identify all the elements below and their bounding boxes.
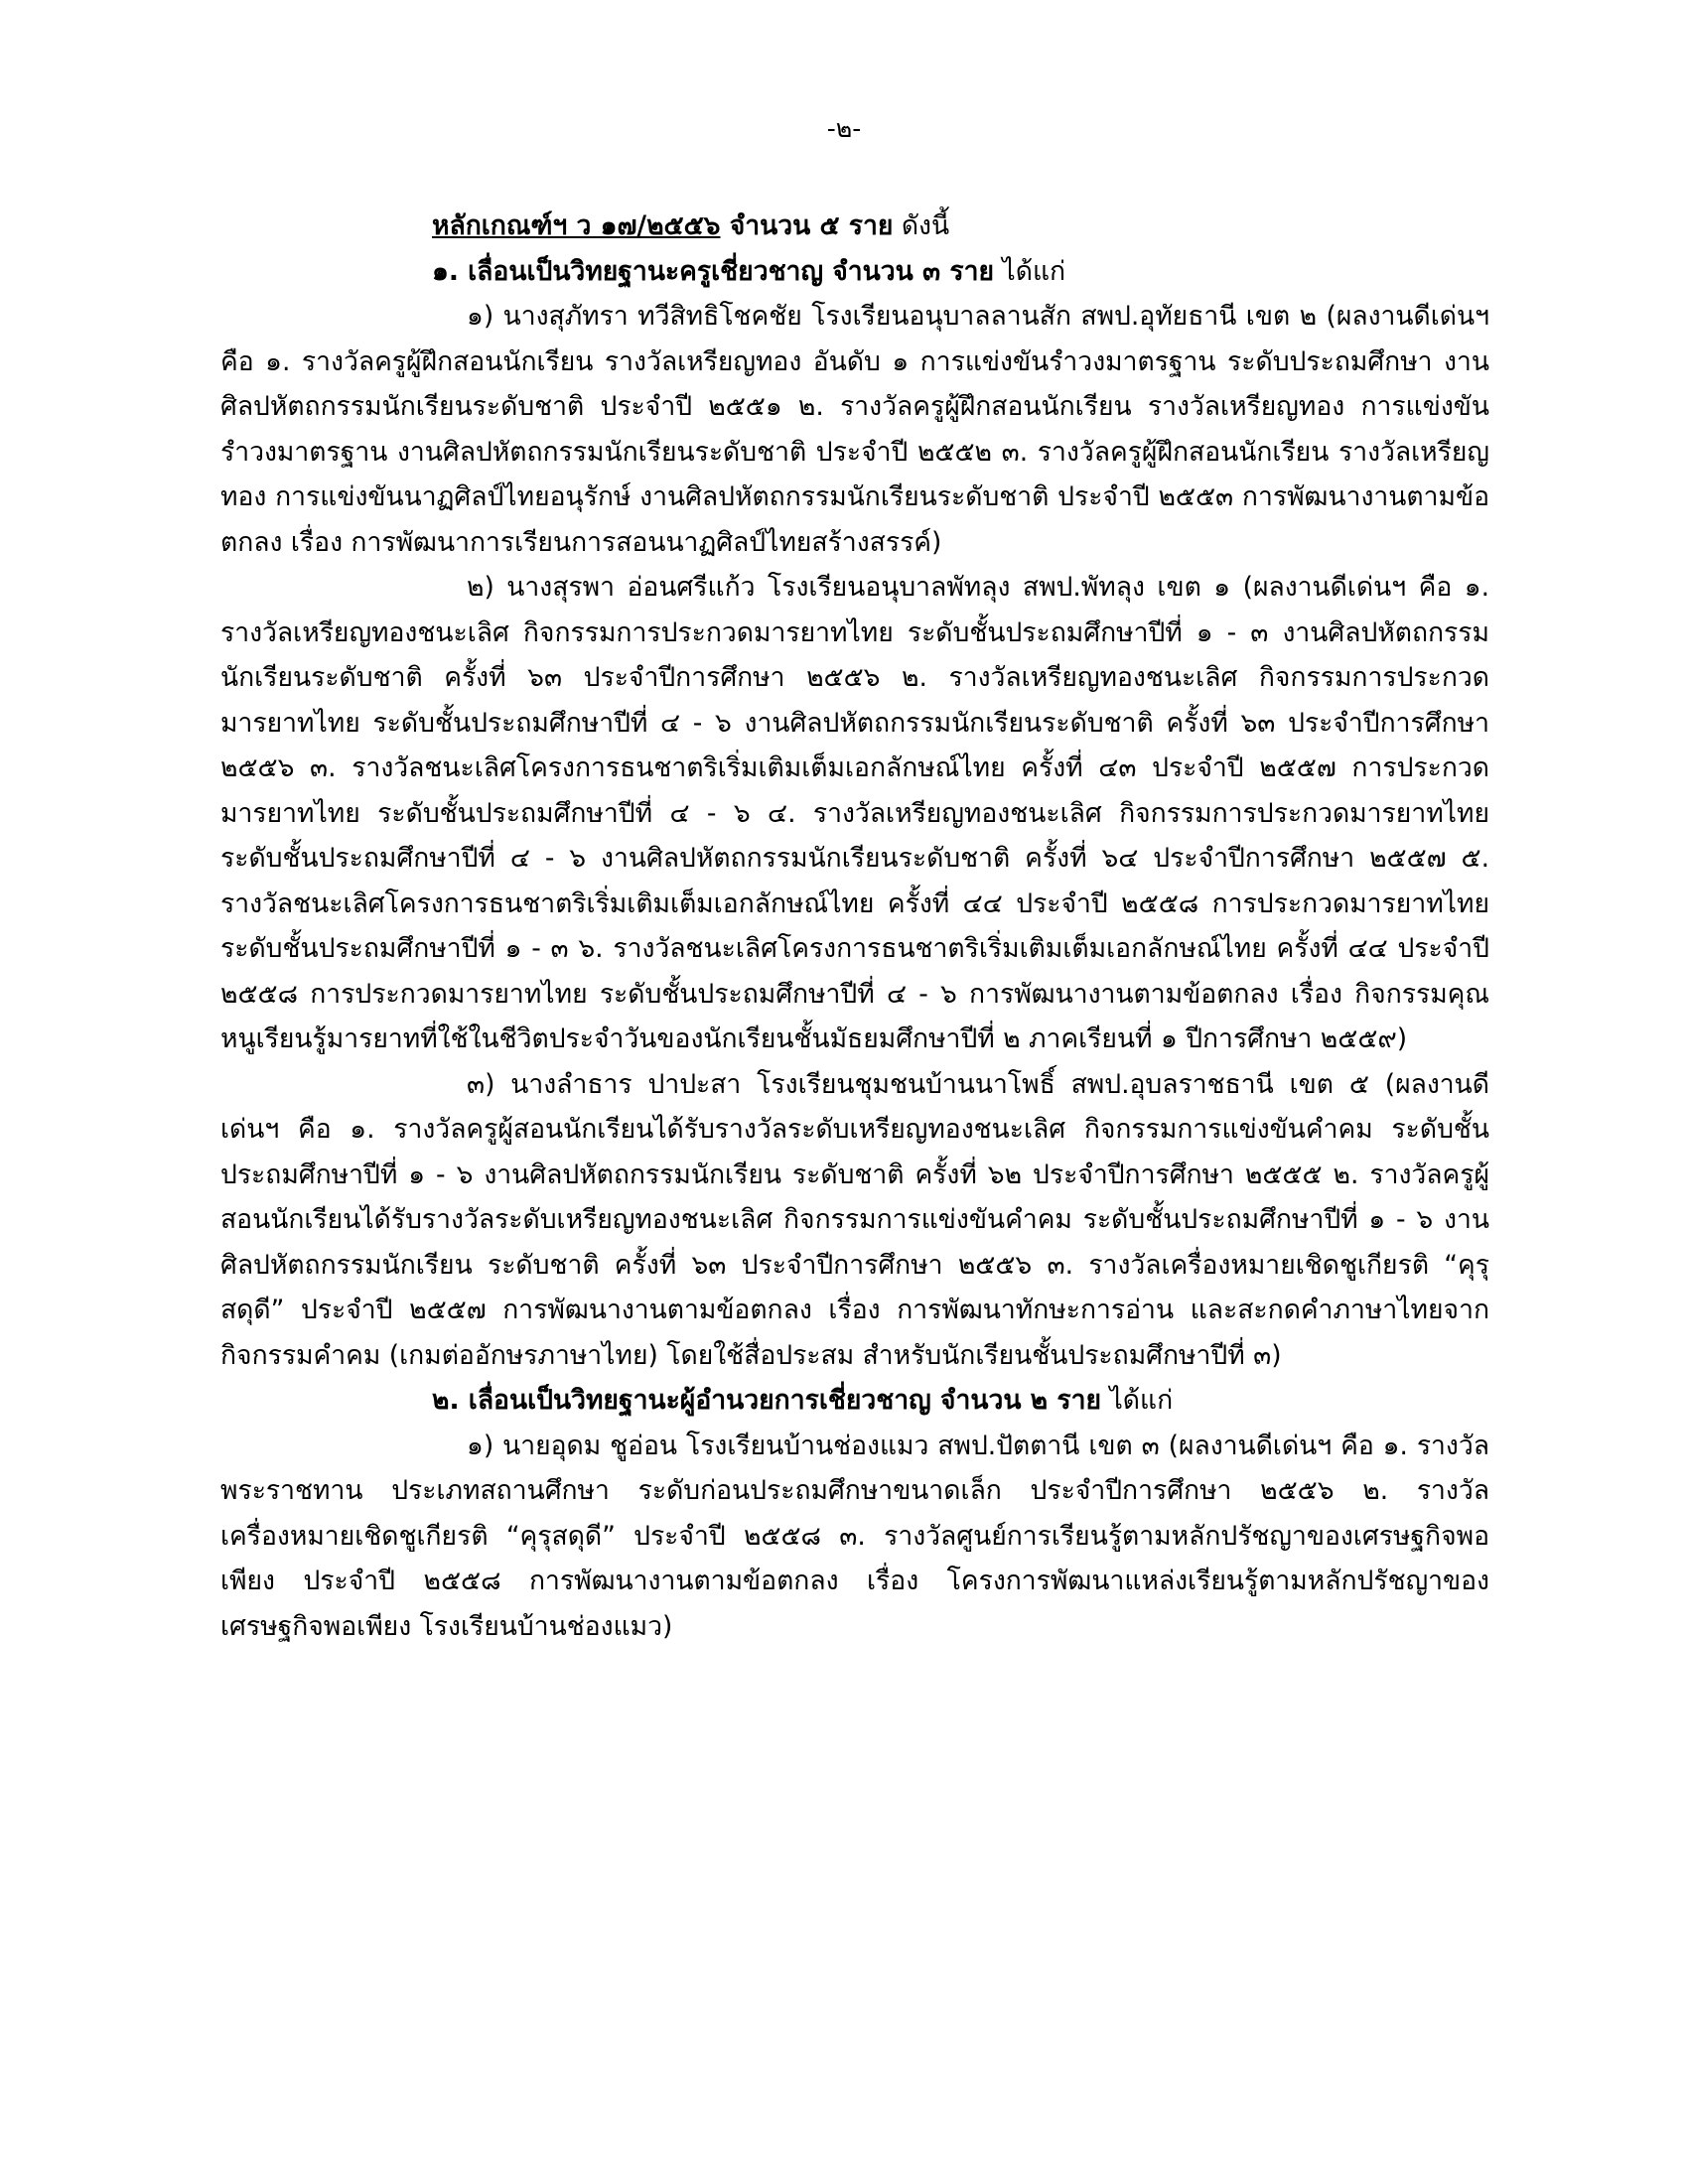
criteria-heading-underlined: หลักเกณฑ์ฯ ว ๑๗/๒๕๕๖ xyxy=(432,210,721,241)
section1-heading xyxy=(432,249,1489,295)
section1-item-2: ๒) นางสุรพา อ่อนศรีแก้ว โรงเรียนอนุบาลพัทลุง สพป.พัทลุง เขต ๑ (ผลงานดีเด่นฯ คือ ๑. รางวัลเหรียญทองชนะเลิศ กิจกรรมการประกวดมารยาทไทย ระดับชั้นประถมศึกษาปีที่ ๑ - ๓ งานศิลปหัตถกรรมนักเรียนระดับชาติ ครั้งที่ ๖๓ ประจำปีการศึกษา ๒๕๕๖ ๒. รางวัลเหรียญทองชนะเลิศ กิจกรรมการประกวดมารยาทไทย ระดับชั้นประถมศึกษาปีที่ ๔ - ๖ งานศิลปหัตถกรรมนักเรียนระดับชาติ ครั้งที่ ๖๓ ประจำปีการศึกษา ๒๕๕๖ ๓. รางวัลชนะเลิศโครงการธนชาตริเริ่มเติมเต็มเอกลักษณ์ไทย ครั้งที่ ๔๓ ประจำปี ๒๕๕๗ การประกวดมารยาทไทย ระดับชั้นประถมศึกษาปีที่ ๔ - ๖ ๔. รางวัลเหรียญทองชนะเลิศ กิจกรรมการประกวดมารยาทไทย ระดับชั้นประถมศึกษาปีที่ ๔ - ๖ งานศิลปหัตถกรรมนักเรียนระดับชาติ ครั้งที่ ๖๔ ประจำปีการศึกษา ๒๕๕๗ ๕. รางวัลชนะเลิศโครงการธนชาตริเริ่มเติมเต็มเอกลักษณ์ไทย ครั้งที่ ๔๔ ประจำปี ๒๕๕๘ การประกวดมารยาทไทย ระดับชั้นประถมศึกษาปีที่ ๑ - ๓ ๖. รางวัลชนะเลิศโครงการธนชาตริเริ่มเติมเต็มเอกลักษณ์ไทย ครั้งที่ ๔๔ ประจำปี ๒๕๕๘ การประกวดมารยาทไทย ระดับชั้นประถมศึกษาปีที่ ๔ - ๖ การพัฒนางานตามข้อตกลง เรื่อง กิจกรรมคุณหนูเรียนรู้มารยาทที่ใช้ในชีวิตประจำวันของนักเรียนชั้นมัธยมศึกษาปีที่ ๒ ภาคเรียนที่ ๑ ปีการศึกษา ๒๕๕๙) xyxy=(220,572,1489,1054)
section1-heading-text: ๑. เลื่อนเป็นวิทยฐานะครูเชี่ยวชาญ จำนวน ๓ ราย xyxy=(432,255,994,287)
section1-item-3: ๓) นางลำธาร ปาปะสา โรงเรียนชุมชนบ้านนาโพธิ์ สพป.อุบลราชธานี เขต ๕ (ผลงานดีเด่นฯ คือ ๑. รางวัลครูผู้สอนนักเรียนได้รับรางวัลระดับเหรียญทองชนะเลิศ กิจกรรมการแข่งขันคำคม ระดับชั้นประถมศึกษาปีที่ ๑ - ๖ งานศิลปหัตถกรรมนักเรียน ระดับชาติ ครั้งที่ ๖๒ ประจำปีการศึกษา ๒๕๕๕ ๒. รางวัลครูผู้สอนนักเรียนได้รับรางวัลระดับเหรียญทองชนะเลิศ กิจกรรมการแข่งขันคำคม ระดับชั้นประถมศึกษาปีที่ ๑ - ๖ งานศิลปหัตถกรรมนักเรียน ระดับชาติ ครั้งที่ ๖๓ ประจำปีการศึกษา ๒๕๕๖ ๓. รางวัลเครื่องหมายเชิดชูเกียรติ “คุรุสดุดี” ประจำปี ๒๕๕๗ การพัฒนางานตามข้อตกลง เรื่อง การพัฒนาทักษะการอ่าน และสะกดคำภาษาไทยจากกิจกรรมคำคม (เกมต่ออักษรภาษาไทย) โดยใช้สื่อประสม สำหรับนักเรียนชั้นประถมศึกษาปีที่ ๓) xyxy=(220,1068,1489,1371)
section2-heading-rest: ได้แก่ xyxy=(1101,1385,1174,1416)
section2-item-1: ๑) นายอุดม ชูอ่อน โรงเรียนบ้านช่องแมว สพป.ปัตตานี เขต ๓ (ผลงานดีเด่นฯ คือ ๑. รางวัลพระราชทาน ประเภทสถานศึกษา ระดับก่อนประถมศึกษาขนาดเล็ก ประจำปีการศึกษา ๒๕๕๖ ๒. รางวัลเครื่องหมายเชิดชูเกียรติ “คุรุสดุดี” ประจำปี ๒๕๕๘ ๓. รางวัลศูนย์การเรียนรู้ตามหลักปรัชญาของเศรษฐกิจพอเพียง ประจำปี ๒๕๕๘ การพัฒนางานตามข้อตกลง เรื่อง โครงการพัฒนาแหล่งเรียนรู้ตามหลักปรัชญาของเศรษฐกิจพอเพียง โรงเรียนบ้านช่องแมว) xyxy=(220,1430,1489,1642)
section1-item-1: ๑) นางสุภัทรา ทวีสิทธิโชคชัย โรงเรียนอนุบาลลานสัก สพป.อุทัยธานี เขต ๒ (ผลงานดีเด่นฯ คือ ๑. รางวัลครูผู้ฝึกสอนนักเรียน รางวัลเหรียญทอง อันดับ ๑ การแข่งขันรำวงมาตรฐาน ระดับประถมศึกษา งานศิลปหัตถกรรมนักเรียนระดับชาติ ประจำปี ๒๕๕๑ ๒. รางวัลครูผู้ฝึกสอนนักเรียน รางวัลเหรียญทอง การแข่งขันรำวงมาตรฐาน งานศิลปหัตถกรรมนักเรียนระดับชาติ ประจำปี ๒๕๕๒ ๓. รางวัลครูผู้ฝึกสอนนักเรียน รางวัลเหรียญทอง การแข่งขันนาฏศิลป์ไทยอนุรักษ์ งานศิลปหัตถกรรมนักเรียนระดับชาติ ประจำปี ๒๕๕๓ การพัฒนางานตามข้อตกลง เรื่อง การพัฒนาการเรียนการสอนนาฏศิลป์ไทยสร้างสรรค์) xyxy=(220,301,1489,558)
page-number: -๒- xyxy=(826,114,862,143)
section2-heading-text: ๒. เลื่อนเป็นวิทยฐานะผู้อำนวยการเชี่ยวชาญ จำนวน ๒ ราย xyxy=(432,1385,1102,1416)
criteria-heading-bold: จำนวน ๕ ราย xyxy=(720,210,894,241)
section2-heading xyxy=(432,1378,1489,1424)
criteria-heading xyxy=(432,204,1489,249)
criteria-heading-rest: ดังนี้ xyxy=(893,210,950,241)
section1-heading-rest: ได้แก่ xyxy=(993,255,1066,287)
document-body xyxy=(220,204,1489,1649)
